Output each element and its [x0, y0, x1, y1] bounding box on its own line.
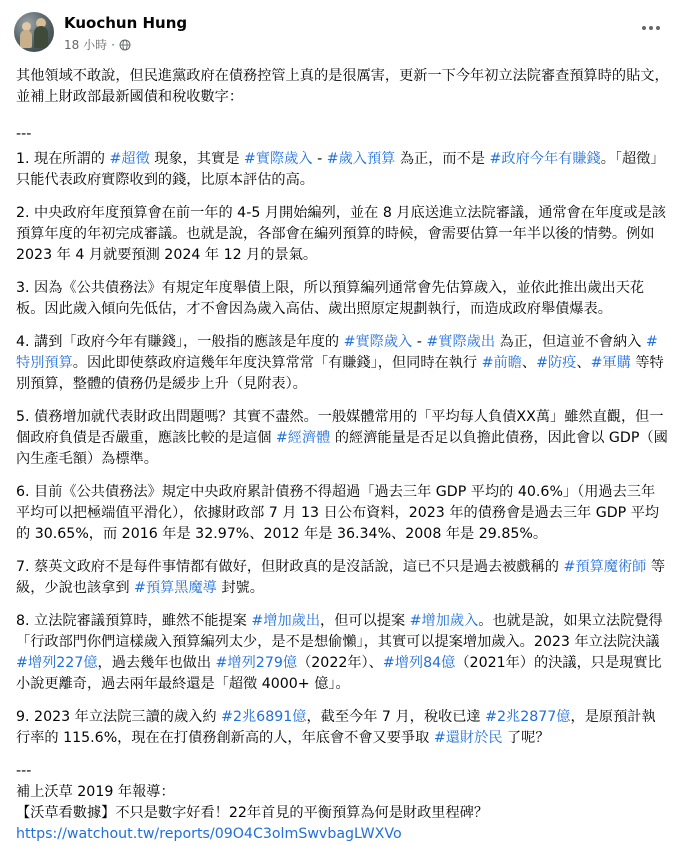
post-point-3	[16, 278, 669, 320]
point-text: 。也就是說，如果立法院覺得「行政部門你們這樣歲入預算編列太少，是不是想偷懶」，其實可以提案增加歲入。2023 年立法院決議	[16, 613, 663, 650]
point-text: -	[312, 151, 327, 167]
post-intro: 其他領域不敢說，但民進黨政府在債務控管上真的是很厲害，更新一下今年初立法院審查預算時的貼文，並補上財政部最新國債和稅收數字：	[16, 68, 669, 105]
point-text: 的經濟能量是否足以負擔此債務，因此會以 GDP（國內生產毛額）為標準。	[16, 430, 668, 467]
divider: ---	[16, 126, 32, 142]
footer-link[interactable]: https://watchout.tw/reports/09O4C3olmSwvbagLWXVo	[16, 826, 402, 842]
point-text: 等級，少說也該拿到	[16, 559, 666, 596]
point-text: 現象，其實是	[149, 151, 244, 167]
hashtag-link[interactable]: #實際歲出	[426, 334, 496, 350]
hashtag-link[interactable]: #歲入預算	[326, 151, 396, 167]
point-text: 為正，但這並不會納入	[495, 334, 646, 350]
point-text: 8. 立法院審議預算時，雖然不能提案	[16, 613, 252, 629]
numbered-points	[16, 149, 669, 749]
hashtag-link[interactable]: #實際歲入	[243, 151, 313, 167]
point-text: 封號。	[216, 580, 264, 596]
post-body	[16, 66, 669, 845]
globe-icon[interactable]	[119, 39, 131, 51]
hashtag-link[interactable]: #超徵	[109, 151, 150, 167]
point-text: 2. 中央政府年度預算會在前一年的 4-5 月開始編列，並在 8 月底送進立法院審議，通常會在年度或是該預算年度的年初完成審議。也就是說，各部會在編列預算的時候，會需要估算一年半以後的情勢。例如 2023 年 4 月就要預測 2024 年 12 月的景氣。	[16, 205, 666, 263]
post-point-7	[16, 557, 669, 599]
hashtag-link[interactable]: #特別預算	[16, 334, 658, 371]
post-point-9	[16, 707, 669, 749]
point-text: 等特別預算，整體的債務仍是緩步上升（見附表）。	[16, 355, 664, 392]
divider-2: ---	[16, 763, 32, 779]
hashtag-link[interactable]: #還財於民	[433, 730, 503, 746]
post-point-1	[16, 149, 669, 191]
point-text: 4. 講到「政府今年有賺錢」，一般指的應該是年度的	[16, 334, 344, 350]
hashtag-link[interactable]: #經濟體	[275, 430, 331, 446]
post-point-4	[16, 332, 669, 395]
point-text: 6. 目前《公共債務法》規定中央政府累計債務不得超過「過去三年 GDP 平均的 40.6%」（用過去三年平均可以把極端值平滑化），依據財政部 7 月 13 日公布資料，2023 年的債務會是過去三年 GDP 平均的 30.65%，而 2016 年是 32.97%、2012 年是 36.34%、2008 年是 29.85%。	[16, 484, 660, 542]
point-text: 3. 因為《公共債務法》有規定年度舉債上限，所以預算編列通常會先估算歲入，並依此推出歲出天花板。因此歲入傾向先低估，才不會因為歲入高估、歲出照原定規劃執行，而造成政府舉債爆表。	[16, 280, 645, 317]
hashtag-link[interactable]: #增加歲入	[409, 613, 479, 629]
point-text: 為正，而不是	[395, 151, 490, 167]
point-text: 5. 債務增加就代表財政出問題嗎？其實不盡然。一般媒體常用的「平均每人負債XX萬」雖然直觀，但一個政府負債是否嚴重，應該比較的是這個	[16, 409, 664, 446]
point-text: 9. 2023 年立法院三讀的歲入約	[16, 709, 222, 725]
footer-title: 【沃草看數據】不只是數字好看！22年首見的平衡預算為何是財政里程碑？	[16, 805, 489, 821]
hashtag-link[interactable]: #預算黑魔導	[134, 580, 217, 596]
author-name[interactable]: Kuochun Hung	[64, 14, 188, 32]
hashtag-link[interactable]: #增列279億	[215, 655, 298, 671]
post-point-6	[16, 482, 669, 545]
point-text: （2022年）、	[297, 655, 383, 671]
meta-separator: ·	[111, 37, 115, 52]
hashtag-link[interactable]: #軍購	[590, 355, 631, 371]
hashtag-link[interactable]: #增列84億	[382, 655, 456, 671]
more-options-icon[interactable]	[635, 16, 667, 40]
hashtag-link[interactable]: #政府今年有賺錢	[489, 151, 601, 167]
hashtag-link[interactable]: #實際歲入	[343, 334, 413, 350]
point-text: 7. 蔡英文政府不是每件事情都有做好，但財政真的是沒話說，這已不只是過去被戲稱的	[16, 559, 564, 575]
post-meta	[64, 36, 131, 53]
post-header	[14, 12, 669, 58]
point-text: ，但可以提案	[320, 613, 410, 629]
hashtag-link[interactable]: #防疫	[536, 355, 577, 371]
avatar[interactable]	[14, 12, 54, 52]
point-text: 、	[576, 355, 591, 371]
point-text: 。因此即使蔡政府這幾年年度決算常常「有賺錢」，但同時在執行	[72, 355, 482, 371]
hashtag-link[interactable]: #增列227億	[16, 655, 98, 671]
point-text: （2021年）的決議，只是現實比小說更離奇，過去兩年最終還是「超徵 4000+ 億」。	[16, 655, 662, 692]
point-text: ，過去幾年也做出	[97, 655, 216, 671]
point-text: 了呢？	[502, 730, 550, 746]
hashtag-link[interactable]: #預算魔術師	[563, 559, 647, 575]
post-point-8	[16, 611, 669, 695]
post-point-5	[16, 407, 669, 470]
hashtag-link[interactable]: #增加歲出	[251, 613, 321, 629]
post-point-2	[16, 203, 669, 266]
point-text: 1. 現在所謂的	[16, 151, 110, 167]
hashtag-link[interactable]: #2兆6891億	[221, 709, 307, 725]
point-text: 。「超徵」只能代表政府實際收到的錢，比原本評估的高。	[16, 151, 665, 188]
footer-label: 補上沃草 2019 年報導：	[16, 784, 175, 800]
point-text: ，是原預計執行率的 115.6%，現在在打債務創新高的人，年底會不會又要爭取	[16, 709, 656, 746]
hashtag-link[interactable]: #前瞻	[481, 355, 522, 371]
hashtag-link[interactable]: #2兆2877億	[485, 709, 571, 725]
point-text: -	[412, 334, 427, 350]
point-text: 、	[521, 355, 537, 371]
point-text: ，截至今年 7 月，稅收已達	[306, 709, 486, 725]
post-time[interactable]: 18 小時	[64, 38, 108, 52]
